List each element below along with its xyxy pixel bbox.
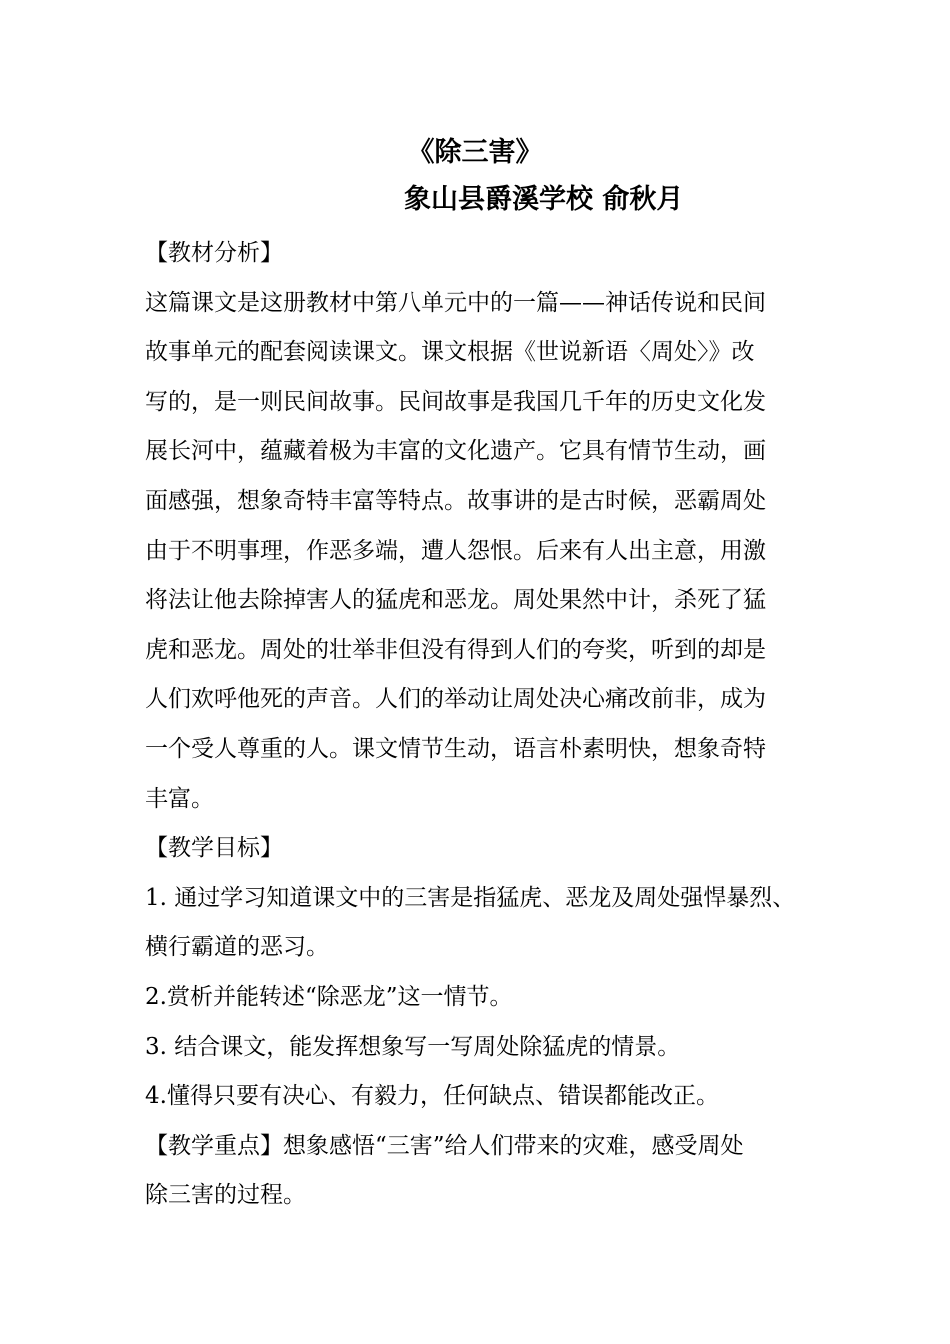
goal-item-continued: 横行霸道的恶习。 — [145, 934, 329, 961]
paragraph-line: 虎和恶龙。周处的壮举非但没有得到人们的夸奖，听到的却是 — [145, 636, 766, 663]
section-heading-teaching-focus: 【教学重点】想象感悟“三害”给人们带来的灾难，感受周处 — [145, 1132, 744, 1159]
document-body — [145, 229, 815, 1221]
section-heading-material-analysis: 【教材分析】 — [145, 240, 283, 266]
goal-item: 1. 通过学习知道课文中的三害是指猛虎、恶龙及周处强悍暴烈、 — [145, 884, 796, 911]
document-author: 象山县爵溪学校 俞秋月 — [404, 184, 684, 215]
paragraph-line: 将法让他去除掉害人的猛虎和恶龙。周处果然中计，杀死了猛 — [145, 587, 766, 614]
goal-item: 4.懂得只要有决心、有毅力，任何缺点、错误都能改正。 — [145, 1083, 719, 1110]
paragraph-line: 人们欢呼他死的声音。人们的举动让周处决心痛改前非，成为 — [145, 686, 766, 713]
paragraph-line: 故事单元的配套阅读课文。课文根据《世说新语〈周处〉》改 — [145, 339, 755, 366]
paragraph-line: 一个受人尊重的人。课文情节生动，语言朴素明快，想象奇特 — [145, 735, 766, 762]
paragraph-line: 由于不明事理，作恶多端，遭人怨恨。后来有人出主意，用激 — [145, 537, 766, 564]
paragraph-line: 除三害的过程。 — [145, 1182, 306, 1209]
paragraph-line: 写的，是一则民间故事。民间故事是我国几千年的历史文化发 — [145, 388, 766, 415]
paragraph-line: 面感强，想象奇特丰富等特点。故事讲的是古时候，恶霸周处 — [145, 487, 766, 514]
goal-item: 2.赏析并能转述“除恶龙”这一情节。 — [145, 983, 513, 1010]
document-title: 《除三害》 — [407, 137, 543, 168]
paragraph-line: 这篇课文是这册教材中第八单元中的一篇——神话传说和民间 — [145, 289, 766, 316]
section-heading-teaching-goals: 【教学目标】 — [145, 835, 283, 862]
paragraph-line: 展长河中，蕴藏着极为丰富的文化遗产。它具有情节生动，画 — [145, 438, 766, 465]
paragraph-line: 丰富。 — [145, 785, 214, 812]
goal-item: 3. 结合课文，能发挥想象写一写周处除猛虎的情景。 — [145, 1033, 681, 1060]
